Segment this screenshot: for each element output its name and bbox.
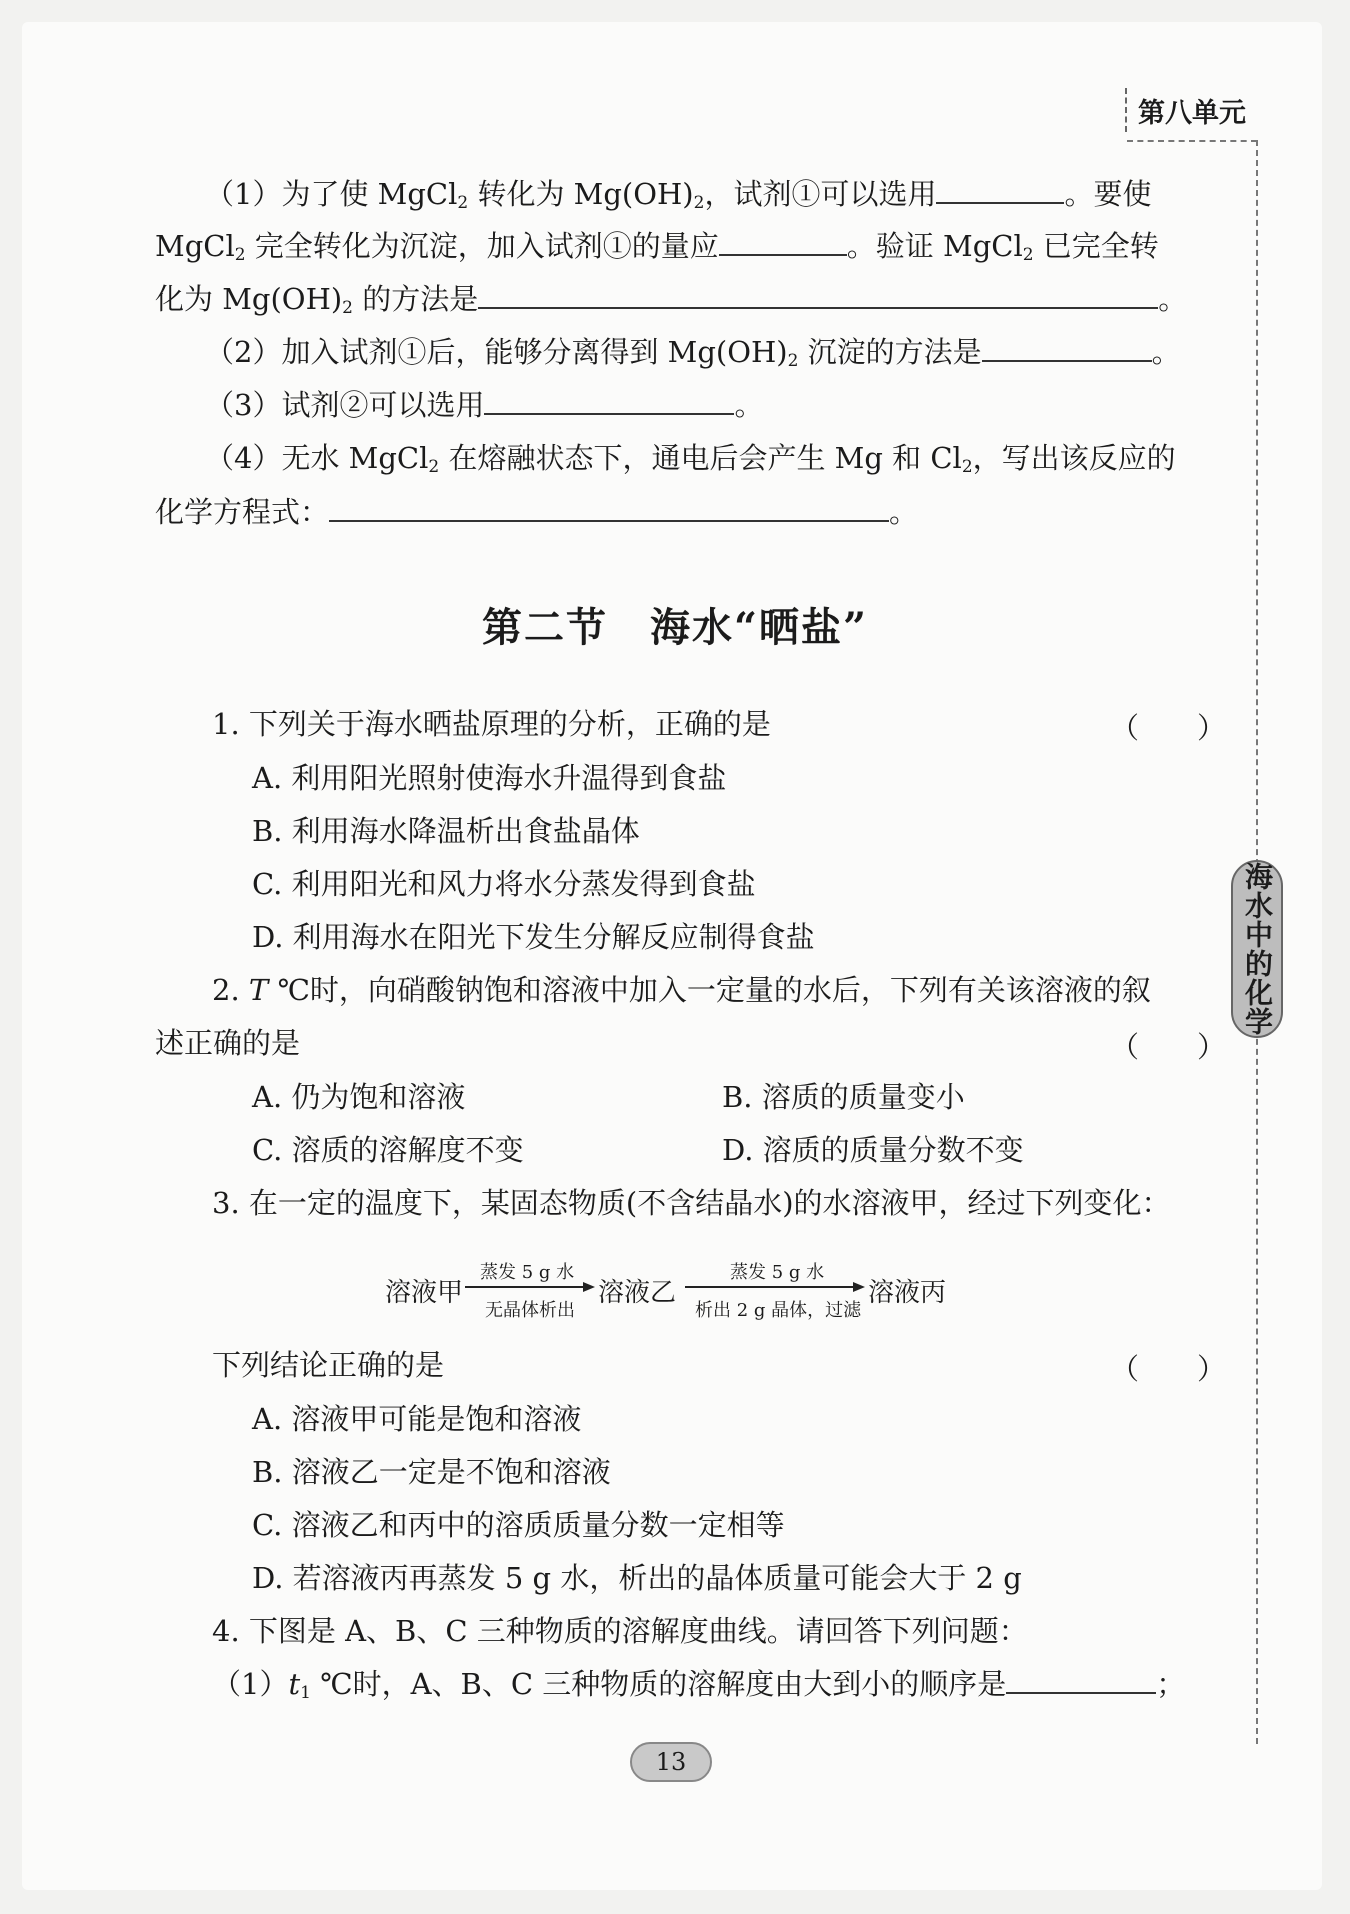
arrow2-bottom-label: 析出 2 g 晶体，过滤 bbox=[695, 1300, 862, 1321]
q4-stem: 4. 下图是 A、B、C 三种物质的溶解度曲线。请回答下列问题： bbox=[212, 1614, 1028, 1648]
q1-option-a: A. 利用阳光照射使海水升温得到食盐 bbox=[252, 761, 727, 795]
q3-stem2: 下列结论正确的是 bbox=[212, 1348, 445, 1382]
answer-blank[interactable] bbox=[936, 176, 1064, 204]
prev-q1-line1: （1）为了使 MgCl$_2$ 转化为 $Mg(OH)_2$，试剂①可以选用 。要使 bbox=[205, 177, 1152, 213]
unit-label: 第八单元 bbox=[1125, 88, 1257, 132]
q2-option-b: B. 溶质的质量变小 bbox=[722, 1080, 965, 1114]
answer-blank[interactable] bbox=[484, 387, 734, 415]
section-title: 第二节 海水“晒盐” bbox=[481, 604, 868, 651]
prev-q4-line2: 化学方程式： 。 bbox=[155, 495, 919, 529]
margin-divider-horizontal bbox=[1127, 140, 1257, 142]
q1-answer-paren[interactable]: （ ） bbox=[1110, 711, 1227, 745]
prev-q4-line1: （4）无水 MgCl$_2$ 在熔融状态下，通电后会产生 Mg 和 $Cl_2$，写出该反应的 bbox=[205, 441, 1176, 477]
prev-q1-line3: 化为 $Mg(OH)_2$ 的方法是 。 bbox=[155, 282, 1188, 318]
page-number: 13 bbox=[630, 1742, 712, 1782]
q3-option-a: A. 溶液甲可能是饱和溶液 bbox=[252, 1402, 582, 1436]
q1-option-c: C. 利用阳光和风力将水分蒸发得到食盐 bbox=[252, 867, 756, 901]
q2-option-c: C. 溶质的溶解度不变 bbox=[252, 1133, 524, 1167]
arrow1-bottom-label: 无晶体析出 bbox=[485, 1300, 575, 1321]
q3-process-diagram bbox=[385, 1258, 965, 1321]
answer-blank[interactable] bbox=[329, 494, 889, 522]
q1-option-d: D. 利用海水在阳光下发生分解反应制得食盐 bbox=[252, 920, 815, 954]
q3-option-c: C. 溶液乙和丙中的溶质质量分数一定相等 bbox=[252, 1508, 785, 1542]
arrow1-icon bbox=[465, 1280, 595, 1294]
q3-answer-paren[interactable]: （ ） bbox=[1110, 1352, 1227, 1386]
answer-blank[interactable] bbox=[719, 228, 847, 256]
q2-stem-line2: 述正确的是 bbox=[155, 1026, 301, 1060]
chapter-side-tab-label: 海水中的化学 bbox=[1241, 862, 1274, 1036]
q1-stem: 1. 下列关于海水晒盐原理的分析，正确的是 bbox=[212, 707, 771, 741]
q3-option-b: B. 溶液乙一定是不饱和溶液 bbox=[252, 1455, 611, 1489]
q2-option-d: D. 溶质的质量分数不变 bbox=[722, 1133, 1024, 1167]
chapter-side-tab bbox=[1231, 860, 1283, 1038]
prev-q3-line: （3）试剂②可以选用 。 bbox=[205, 388, 764, 422]
arrow1-top-label: 蒸发 5 g 水 bbox=[480, 1262, 575, 1283]
solution-b-label: 溶液乙 bbox=[598, 1278, 677, 1308]
answer-blank[interactable] bbox=[982, 334, 1152, 362]
q1-option-b: B. 利用海水降温析出食盐晶体 bbox=[252, 814, 640, 848]
solution-c-label: 溶液丙 bbox=[868, 1278, 947, 1308]
prev-q2-line: （2）加入试剂①后，能够分离得到 $Mg(OH)_2$ 沉淀的方法是 。 bbox=[205, 335, 1181, 371]
answer-blank[interactable] bbox=[1006, 1666, 1156, 1694]
q2-option-a: A. 仍为饱和溶液 bbox=[252, 1080, 466, 1114]
q3-option-d: D. 若溶液丙再蒸发 5 g 水，析出的晶体质量可能会大于 2 g bbox=[252, 1561, 1022, 1595]
prev-q1-line2: MgCl$_2$ 完全转化为沉淀，加入试剂①的量应 。验证 MgCl$_2$ 已完全转 bbox=[155, 229, 1159, 265]
solution-a-label: 溶液甲 bbox=[385, 1278, 464, 1308]
arrow2-top-label: 蒸发 5 g 水 bbox=[730, 1262, 825, 1283]
q4-sub1-line: $(1)t_1$ ℃时，A、B、C 三种物质的溶解度由大到小的顺序是 ； bbox=[212, 1667, 1186, 1703]
q2-answer-paren[interactable]: （ ） bbox=[1110, 1030, 1227, 1064]
q3-stem: 3. 在一定的温度下，某固态物质(不含结晶水)的水溶液甲，经过下列变化： bbox=[212, 1186, 1171, 1220]
q2-stem-line1: 2. T ℃时，向硝酸钠饱和溶液中加入一定量的水后，下列有关该溶液的叙 bbox=[212, 973, 1151, 1007]
answer-blank[interactable] bbox=[478, 281, 1158, 309]
